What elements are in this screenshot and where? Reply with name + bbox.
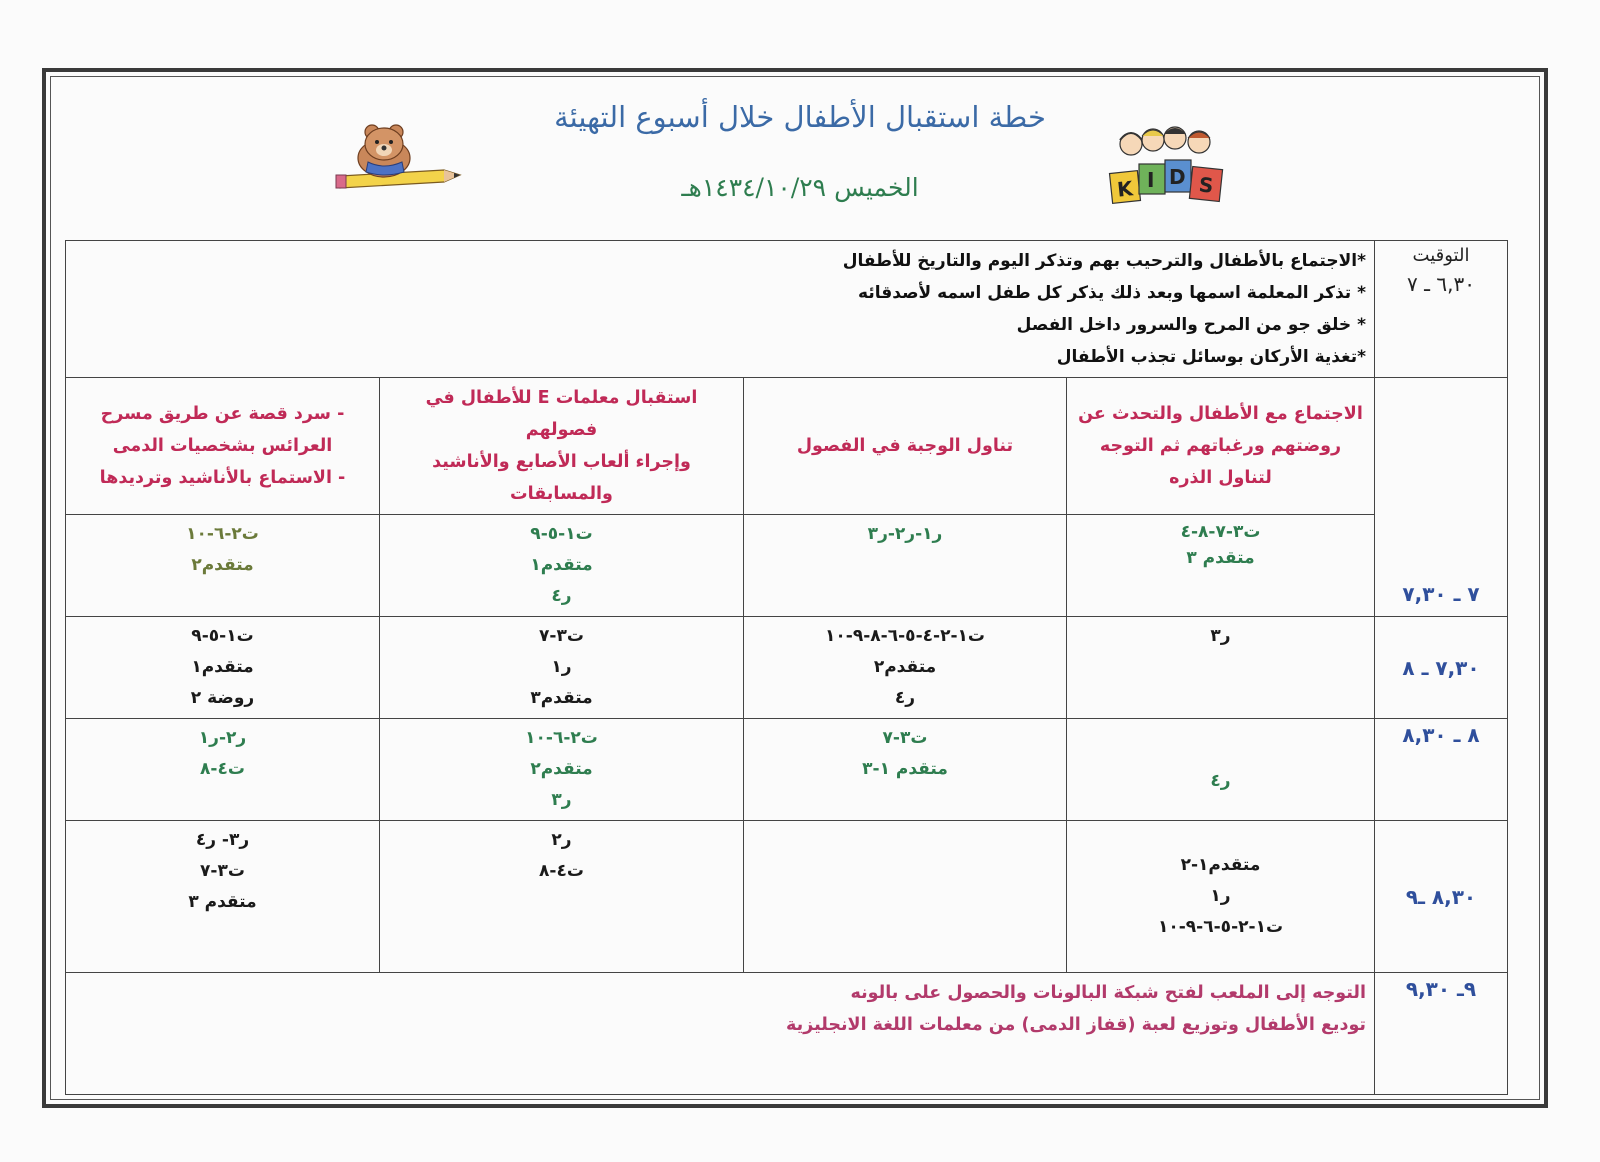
page-date: الخميس ١٤٣٤/١٠/٢٩هـ (681, 173, 919, 202)
time-header: التوقيت (1412, 245, 1470, 266)
closing-line: التوجه إلى الملعب لفتح شبكة البالونات والحصول على بالونه (850, 983, 1366, 1003)
time-cell (1375, 617, 1508, 719)
kids-blocks-icon (1105, 122, 1235, 217)
time-value: ٨,٣٠ ـ٩ (1405, 884, 1477, 909)
teddy-pencil-icon (332, 118, 467, 198)
svg-text:S: S (1197, 172, 1215, 198)
intro-item: *تغذية الأركان بوسائل تجذب الأطفال (1056, 347, 1366, 367)
intro-item: * خلق جو من المرح والسرور داخل الفصل (1016, 315, 1366, 335)
time-value: ٧,٣٠ ـ ٨ (1402, 655, 1480, 680)
time-cell (1375, 378, 1508, 617)
svg-text:D: D (1169, 165, 1186, 189)
time-value: ٨ ـ ٨,٣٠ (1402, 723, 1480, 747)
activity-header: - سرد قصة عن طريق مسرح العرائس بشخصيات الدمى - الاستماع بالأناشيد وترديدها (66, 378, 380, 515)
time-value: ٧ ـ ٧,٣٠ (1402, 582, 1480, 606)
group-cell: متقدم١-٢ ر١ ت١-٢-٥-٦-٩-١٠ (1067, 821, 1375, 973)
group-cell: ت١-٥-٩ متقدم١ ر٤ (380, 515, 744, 617)
activity-header: الاجتماع مع الأطفال والتحدث عن روضتهم ورغباتهم ثم التوجه لتناول الذره (1067, 378, 1375, 515)
group-cell: ت١-٥-٩ متقدم١ روضة ٢ (66, 617, 380, 719)
group-cell: ت٣-٧-٨-٤ متقدم ٣ (1067, 515, 1375, 617)
group-cell (744, 821, 1067, 973)
closing-row (66, 973, 1508, 1095)
slot-row (66, 617, 1508, 719)
group-cell: ر٣ (1067, 617, 1375, 719)
svg-text:I: I (1147, 168, 1155, 192)
group-cell: ت١-٢-٤-٥-٦-٨-٩-١٠ متقدم٢ ر٤ (744, 617, 1067, 719)
group-cell: ر١-ر٢-ر٣ (744, 515, 1067, 617)
group-cell: ت٣-٧ ر١ متقدم٣ (380, 617, 744, 719)
schedule-table (65, 240, 1508, 1095)
time-cell (1375, 719, 1508, 821)
closing-line: توديع الأطفال وتوزيع لعبة (قفاز الدمى) من معلمات اللغة الانجليزية (786, 1015, 1366, 1035)
intro-row (66, 241, 1508, 378)
group-cell: ر٢-ر١ ت٤-٨ (66, 719, 380, 821)
group-cell: ر٣- ر٤ ت٣-٧ متقدم ٣ (66, 821, 380, 973)
slot-row (66, 515, 1508, 617)
time-value: ٦,٣٠ ـ ٧ (1407, 272, 1475, 296)
page-title: خطة استقبال الأطفال خلال أسبوع التهيئة (554, 100, 1046, 134)
closing-cell (66, 973, 1375, 1095)
activity-header: تناول الوجبة في الفصول (744, 378, 1067, 515)
slot-row (66, 821, 1508, 973)
slot-row (66, 719, 1508, 821)
time-cell (1375, 821, 1508, 973)
activity-header: استقبال معلمات E للأطفال في فصولهم وإجراء ألعاب الأصابع والأناشيد والمسابقات (380, 378, 744, 515)
group-cell: ر٤ (1067, 719, 1375, 821)
group-cell: ت٣-٧ متقدم ١-٣ (744, 719, 1067, 821)
time-cell (1375, 973, 1508, 1095)
time-value: ٩ـ ٩,٣٠ (1405, 977, 1477, 1001)
intro-cell (66, 241, 1375, 378)
intro-item: * تذكر المعلمة اسمها وبعد ذلك يذكر كل طفل اسمه لأصدقائه (858, 283, 1366, 303)
activity-header-row (66, 378, 1508, 515)
group-cell: ت٢-٦-١٠ متقدم٢ (66, 515, 380, 617)
group-cell: ر٢ ت٤-٨ (380, 821, 744, 973)
time-cell (1375, 241, 1508, 378)
intro-item: *الاجتماع بالأطفال والترحيب بهم وتذكر اليوم والتاريخ للأطفال (842, 251, 1366, 271)
group-cell: ت٢-٦-١٠ متقدم٢ ر٣ (380, 719, 744, 821)
kids-logo-text: K (1115, 176, 1134, 202)
